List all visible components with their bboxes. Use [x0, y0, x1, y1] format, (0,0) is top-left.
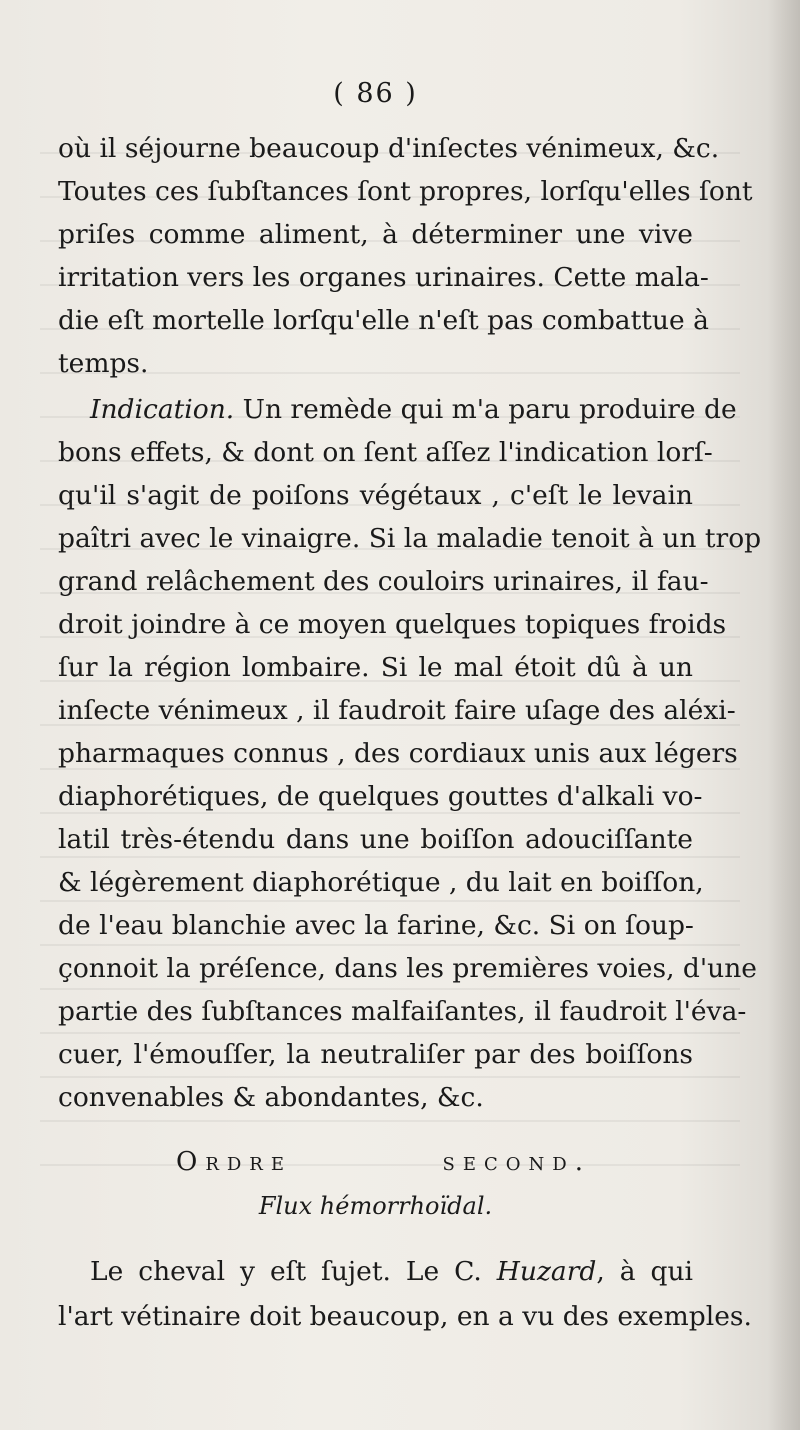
- text-line: inſecte vénimeux , il faudroit faire uſage des aléxi-: [58, 695, 736, 726]
- section-subtitle: Flux hémorrhoïdal.: [258, 1192, 493, 1220]
- text-line: latil très-étendu dans une boiſſon adouciſſante: [58, 824, 693, 855]
- text-line: où il séjourne beaucoup d'inſectes vénimeux, &c.: [58, 133, 720, 164]
- text-line: convenables & abondantes, &c.: [58, 1082, 484, 1113]
- text-line: paîtri avec le vinaigre. Si la maladie tenoit à un trop: [58, 523, 762, 554]
- text-line: irritation vers les organes urinaires. Cette mala-: [58, 262, 709, 293]
- indication-label: Indication.: [90, 394, 235, 425]
- text-line: grand relâchement des couloirs urinaires, il fau-: [58, 566, 709, 597]
- text-line: pharmaques connus , des cordiaux unis aux légers: [58, 738, 738, 769]
- text-line: ſur la région lombaire. Si le mal étoit dû à un: [58, 652, 693, 683]
- text-line: die eſt mortelle lorſqu'elle n'eſt pas combattue à: [58, 305, 709, 336]
- final-text-pre: Le cheval y eſt ſujet. Le C.: [90, 1256, 497, 1287]
- text-line: droit joindre à ce moyen quelques topiques froids: [58, 609, 727, 640]
- text-line: çonnoit la préſence, dans les premières voies, d'une: [58, 953, 757, 984]
- text-line: qu'il s'agit de poiſons végétaux , c'eſt le levain: [58, 480, 693, 511]
- text-line: cuer, l'émouſſer, la neutraliſer par des boiſſons: [58, 1039, 693, 1070]
- final-text-post: , à qui: [596, 1256, 694, 1287]
- text-line: partie des ſubſtances malfaiſantes, il faudroit l'éva-: [58, 996, 747, 1027]
- text-line: l'art vétinaire doit beaucoup, en a vu des exemples.: [58, 1301, 752, 1332]
- text-line: diaphorétiques, de quelques gouttes d'alkali vo-: [58, 781, 703, 812]
- page-edge-shadow: [768, 0, 800, 1430]
- final-line: [90, 1255, 693, 1289]
- indication-line: [90, 393, 737, 427]
- author-name: Huzard: [496, 1256, 597, 1287]
- section-heading: Ordre second.: [176, 1147, 591, 1177]
- text-line: & légèrement diaphorétique , du lait en boiſſon,: [58, 867, 704, 898]
- indication-text: Un remède qui m'a paru produire de: [234, 394, 737, 425]
- text-line: priſes comme aliment, à déterminer une vive: [58, 219, 693, 250]
- text-line: bons effets, & dont on ſent aſſez l'indication lorſ-: [58, 437, 713, 468]
- text-line: de l'eau blanchie avec la farine, &c. Si on ſoup-: [58, 910, 694, 941]
- page-number: ( 86 ): [333, 78, 418, 109]
- text-line: temps.: [58, 348, 149, 379]
- text-line: Toutes ces ſubſtances ſont propres, lorſqu'elles ſont: [58, 176, 753, 207]
